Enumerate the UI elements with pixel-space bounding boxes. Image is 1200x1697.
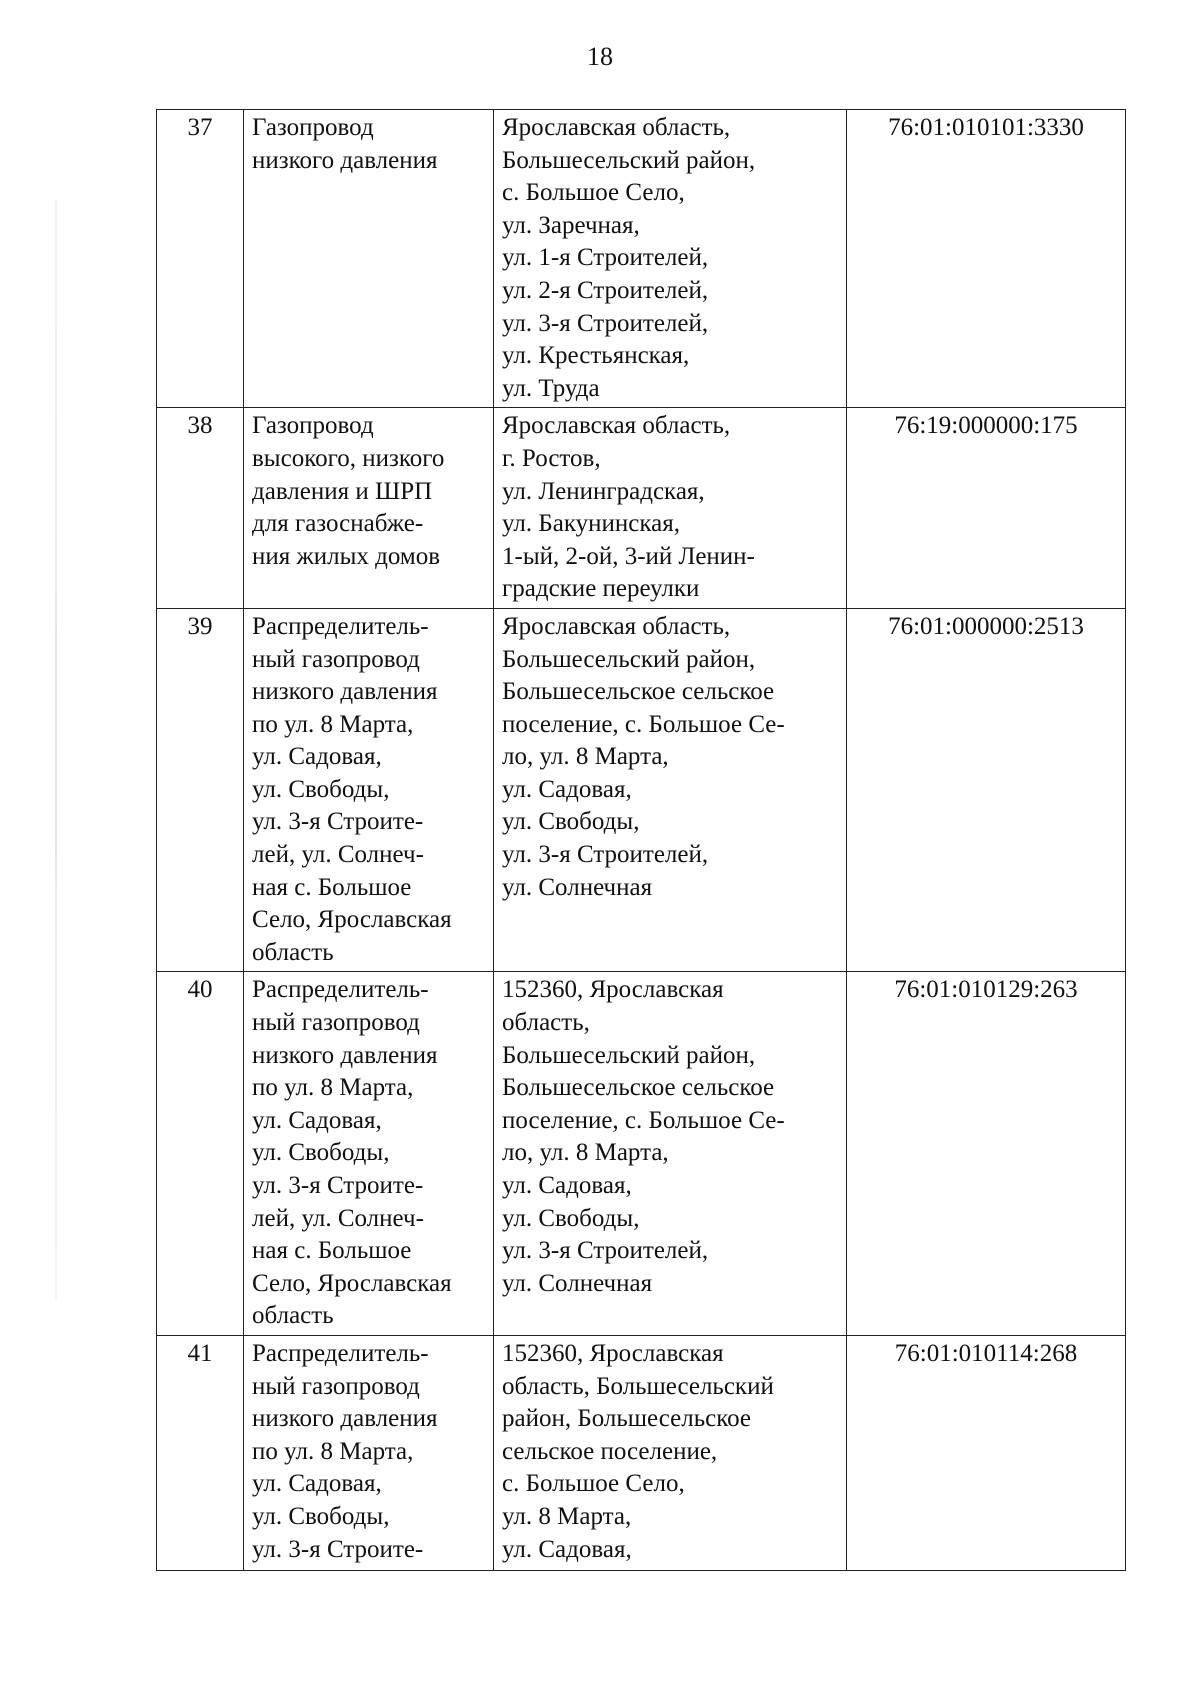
object-address-line: поселение, с. Большое Се- [502, 710, 785, 738]
object-address-line: Большесельский район, [502, 645, 756, 673]
object-address-line: Большесельское сельское [502, 678, 775, 706]
object-address-line: Ярославская область, [502, 612, 731, 640]
object-name-line: высокого, низкого [252, 444, 445, 472]
object-name [244, 972, 494, 1336]
object-name-line: Распределитель- [252, 976, 429, 1004]
object-name-line: Село, Ярославская [252, 906, 452, 934]
object-name-line: по ул. 8 Марта, [252, 1074, 414, 1102]
object-name-line: ул. Свободы, [252, 775, 390, 803]
object-address [494, 608, 847, 972]
object-name-line: область [252, 1302, 334, 1330]
object-name-line: по ул. 8 Марта, [252, 1437, 414, 1465]
object-address-line: Ярославская область, [502, 412, 731, 440]
object-address-line: с. Большое Село, [502, 179, 685, 207]
cadastral-cell [847, 110, 1126, 408]
object-address-line: г. Ростов, [502, 444, 601, 472]
object-address-line: ул. Крестьянская, [502, 342, 690, 370]
object-address-line: ул. 3-я Строителей, [502, 1237, 709, 1265]
object-address-line: район, Большесельское [502, 1405, 751, 1433]
object-name-line: ул. Свободы, [252, 1139, 390, 1167]
object-name-line: низкого давления [252, 1041, 438, 1069]
cadastral-number: 76:01:010114:268 [894, 1339, 1078, 1367]
cadastral-cell [847, 972, 1126, 1336]
object-name-line: низкого давления [252, 1405, 438, 1433]
object-address-line: Ярославская область, [502, 114, 731, 141]
object-name-line: лей, ул. Солнеч- [252, 841, 424, 869]
object-name-line: ул. 3-я Строите- [252, 1535, 424, 1563]
object-name-line: лей, ул. Солнеч- [252, 1204, 424, 1232]
table-row [157, 608, 1126, 972]
object-address-line: ул. 2-я Строителей, [502, 276, 709, 304]
object-name-line: Газопровод [252, 114, 374, 141]
table-row [157, 110, 1126, 408]
row-number: 41 [187, 1339, 213, 1367]
object-name-line: ул. 3-я Строите- [252, 1172, 424, 1199]
object-address-line: ул. Солнечная [502, 1269, 653, 1297]
object-address [494, 972, 847, 1336]
page-number: 18 [587, 42, 613, 71]
object-name-line: ный газопровод [252, 1009, 420, 1037]
cadastral-cell [847, 408, 1126, 609]
object-name-line: ул. 3-я Строите- [252, 808, 424, 836]
object-address-line: Большесельский район, [502, 1041, 756, 1069]
table-row [157, 972, 1126, 1336]
object-address-line: ул. 1-я Строителей, [502, 244, 709, 272]
table-row [157, 408, 1126, 609]
object-address-line: 152360, Ярославская [502, 1339, 724, 1367]
object-address-line: с. Большое Село, [502, 1470, 685, 1498]
row-number: 40 [187, 976, 213, 1004]
cadastral-cell [847, 1335, 1126, 1570]
object-address-line: область, Большесельский [502, 1372, 774, 1400]
object-name-line: ный газопровод [252, 1372, 420, 1400]
object-name-line: Газопровод [252, 412, 374, 440]
row-number: 38 [187, 412, 213, 440]
cadastral-cell [847, 608, 1126, 972]
object-address [494, 408, 847, 609]
object-address [494, 110, 847, 408]
object-address-line: ул. Садовая, [502, 775, 632, 803]
object-name-line: давления и ШРП [252, 477, 433, 505]
object-address-line: ло, ул. 8 Марта, [502, 743, 669, 771]
object-address-line: сельское поселение, [502, 1437, 718, 1465]
object-address-line: ул. 8 Марта, [502, 1502, 632, 1530]
row-number-cell [157, 608, 244, 972]
object-address-line: ло, ул. 8 Марта, [502, 1139, 669, 1167]
cadastral-number: 76:01:010129:263 [894, 976, 1078, 1004]
object-address-line: поселение, с. Большое Се- [502, 1106, 785, 1134]
scan-edge-shadow [55, 200, 57, 1300]
object-name-line: ная с. Большое [252, 873, 412, 901]
row-number: 37 [187, 114, 213, 141]
row-number-cell [157, 1335, 244, 1570]
object-address-line: ул. 3-я Строителей, [502, 841, 709, 869]
object-address-line: 1-ый, 2-ой, 3-ий Ленин- [502, 542, 755, 570]
object-name-line: для газоснабже- [252, 510, 424, 538]
row-number: 39 [187, 612, 213, 640]
object-address-line: ул. Солнечная [502, 873, 653, 901]
object-address-line: Большесельское сельское [502, 1074, 775, 1102]
object-address-line: 152360, Ярославская [502, 976, 724, 1004]
object-name [244, 608, 494, 972]
object-name-line: ная с. Большое [252, 1237, 412, 1265]
object-address-line: ул. Садовая, [502, 1172, 632, 1199]
object-address-line: ул. Труда [502, 374, 600, 402]
cadastral-number: 76:01:010101:3330 [888, 114, 1084, 141]
object-name-line: низкого давления [252, 678, 438, 706]
object-name [244, 408, 494, 609]
object-address-line: ул. Бакунинская, [502, 510, 680, 538]
table-row [157, 1335, 1126, 1570]
object-address-line: ул. Заречная, [502, 211, 640, 239]
object-address-line: ул. Садовая, [502, 1535, 632, 1563]
object-name-line: низкого давления [252, 146, 438, 174]
object-name-line: ул. Садовая, [252, 1470, 382, 1498]
object-address-line: ул. Ленинградская, [502, 477, 705, 505]
object-name-line: область [252, 938, 334, 966]
object-name-line: ул. Садовая, [252, 743, 382, 771]
cadastral-number: 76:01:000000:2513 [888, 612, 1084, 640]
object-name [244, 110, 494, 408]
object-name-line: ния жилых домов [252, 542, 441, 570]
object-name-line: Распределитель- [252, 1339, 429, 1367]
object-address-line: область, [502, 1009, 590, 1037]
objects-table [156, 109, 1126, 1571]
object-name [244, 1335, 494, 1570]
row-number-cell [157, 408, 244, 609]
row-number-cell [157, 972, 244, 1336]
object-address-line: ул. 3-я Строителей, [502, 309, 709, 337]
object-name-line: ный газопровод [252, 645, 420, 673]
objects-table-body [157, 110, 1126, 1571]
object-name-line: Село, Ярославская [252, 1269, 452, 1297]
object-address-line: ул. Свободы, [502, 808, 640, 836]
object-address [494, 1335, 847, 1570]
object-address-line: Большесельский район, [502, 146, 756, 174]
row-number-cell [157, 110, 244, 408]
object-name-line: Распределитель- [252, 612, 429, 640]
object-name-line: ул. Садовая, [252, 1106, 382, 1134]
object-name-line: по ул. 8 Марта, [252, 710, 414, 738]
object-address-line: градские переулки [502, 575, 700, 603]
object-address-line: ул. Свободы, [502, 1204, 640, 1232]
cadastral-number: 76:19:000000:175 [894, 412, 1078, 440]
object-name-line: ул. Свободы, [252, 1502, 390, 1530]
